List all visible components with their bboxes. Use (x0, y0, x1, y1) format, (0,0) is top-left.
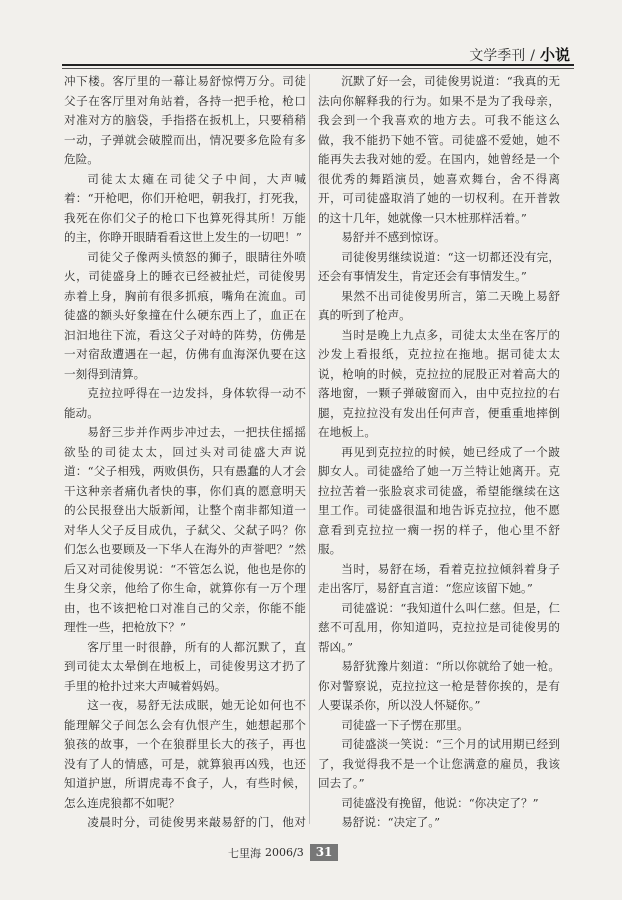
publication-name: 七里海 (228, 846, 261, 860)
paragraph: 易舒并不感到惊讶。 (341, 230, 446, 244)
paragraph: 易舒三步并作两步冲过去，一把扶住摇摇欲坠的司徒太太，回过头对司徒盛大声说道：“父子相残，两败俱伤，只有愚蠢的人才会干这种亲者痛仇者快的事，你们真的愿意明天的公民报登出大版新闻，让整个南非都知道一对华人父子反目成仇，子弑父、父弑子吗？你们怎么也要顾及一下华人在海外的声誉吧？”然后又对司徒俊男说：“不管怎么说，他也是你的生身父亲，他给了你生命，就算你有一万个理由，也不该把枪口对准自己的父亲，你能不能理性一些，把枪放下？” (64, 425, 306, 634)
paragraph: 客厅里一时很静，所有的人都沉默了，直到司徒太太晕倒在地板上，司徒俊男这才扔了手里的枪扑过来大声喊着妈妈。 (64, 639, 306, 693)
paragraph: 司徒盛淡一笑说：“三个月的试用期已经到了，我觉得我不是一个让您满意的雇员，我该回去了。” (318, 737, 560, 790)
page-footer (228, 844, 338, 861)
magazine-name: 文学季刊 (469, 48, 526, 64)
paragraph: 冲下楼。客厅里的一幕让易舒惊愕万分。司徒父子在客厅里对角站着，各持一把手枪，枪口对准对方的脑袋，手指搭在扳机上，只要稍稍一动，子弹就会破膛而出，情况要多危险有多危险。 (64, 74, 306, 166)
section-name: 小说 (539, 46, 570, 64)
header-rule (62, 64, 574, 66)
paragraph: 再见到克拉拉的时候，她已经成了一个跛脚女人。司徒盛给了她一万兰特让她离开。克拉拉苦着一张脸哀求司徒盛，希望能继续在这里工作。司徒盛很温和地告诉克拉拉，他不愿意看到克拉拉一瘸一拐的样子，他心里不舒服。 (318, 444, 560, 556)
issue-number: 2006/3 (265, 846, 304, 859)
paragraph: 克拉拉呼得在一边发抖，身体软得一动不能动。 (64, 386, 306, 420)
right-column (318, 72, 560, 828)
paragraph: 这一夜，易舒无法成眠，她无论如何也不能理解父子间怎么会有仇恨产生，她想起那个狼孩的故事，一个在狼群里长大的孩子，再也没有了人的情感，可是，就算狼再凶残，也还知道护崽，所谓虎毒不食子，人，有些时候，怎么连虎狼都不如呢？ (64, 698, 306, 810)
paragraph: 沉默了好一会，司徒俊男说道：“我真的无法向你解释我的行为。如果不是为了我母亲，我会到一个我喜欢的地方去。可我不能这么做，我不能扔下她不管。司徒盛不爱她，她不能再失去我对她的爱。在国内，她曾经是一个很优秀的舞蹈演员，她喜欢舞台，舍不得离开，可司徒盛取消了她的一切权利。在开普敦的这十几年，她就像一只木桩那样活着。” (318, 74, 560, 225)
paragraph: 当时，易舒在场，看着克拉拉倾斜着身子走出客厅，易舒直言道：“您应该留下她。” (318, 561, 560, 595)
running-header (469, 44, 570, 65)
column-divider (309, 74, 310, 824)
header-separator: / (530, 48, 535, 64)
paragraph: 凌晨时分，司徒俊男来敲易舒的门，他对 (87, 815, 306, 828)
paragraph: 当时是晚上九点多，司徒太太坐在客厅的沙发上看报纸，克拉拉在拖地。据司徒太太说，枪响的时候，克拉拉的屁股正对着高大的落地窗，一颗子弹破窗而入，由中克拉拉的右腿，克拉拉没有发出任何声音，便重重地摔倒在地板上。 (318, 327, 560, 439)
paragraph: 果然不出司徒俊男所言，第二天晚上易舒真的听到了枪声。 (318, 288, 560, 322)
paragraph: 司徒父子像两头愤怒的狮子，眼睛往外喷火，司徒盛身上的睡衣已经被扯烂，司徒俊男赤着上身，胸前有很多抓痕，嘴角在流血。司徒盛的额头好象撞在什么硬东西上了，血正在汩汩地往下流，看这父子对峙的阵势，仿佛是一对宿敌遭遇在一起，仿佛有血海深仇要在这一刻得到清算。 (64, 249, 306, 381)
paragraph: 易舒说：“决定了。” (341, 815, 440, 828)
paragraph: 司徒盛没有挽留，他说：“你决定了？” (341, 795, 539, 810)
paragraph: 司徒俊男继续说道：“这一切都还没有完，还会有事情发生，肯定还会有事情发生。” (318, 249, 560, 283)
page-number: 31 (310, 844, 339, 861)
paragraph: 司徒盛说：“我知道什么叫仁慈。但是，仁慈不可乱用，你知道吗，克拉拉是司徒俊男的帮凶。” (318, 600, 560, 654)
paragraph: 司徒太太瘫在司徒父子中间，大声喊着：“开枪吧，你们开枪吧，朝我打，打死我，我死在你们父子的枪口下也算死得其所！万能的主，你睁开眼睛看看这世上发生的一切吧！” (64, 171, 306, 244)
header-rule-thin (62, 68, 574, 69)
left-column (64, 72, 306, 828)
paragraph: 司徒盛一下子愣在那里。 (341, 717, 469, 732)
paragraph: 易舒犹豫片刻道：“所以你就给了她一枪。你对警察说，克拉拉这一枪是替你挨的，是有人要谋杀你，所以没人怀疑你。” (318, 659, 560, 712)
